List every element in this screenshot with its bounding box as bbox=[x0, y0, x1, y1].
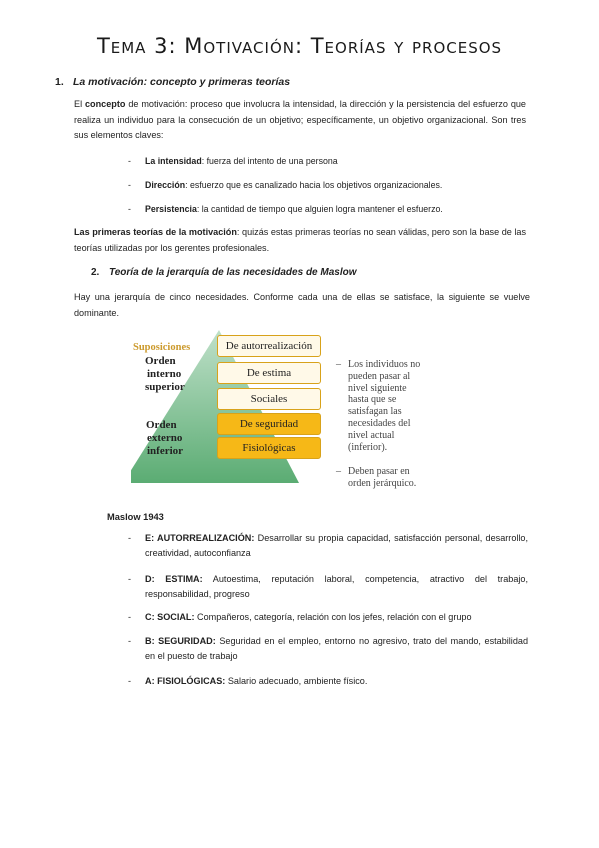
need-social bbox=[128, 610, 528, 625]
concept-paragraph bbox=[74, 97, 526, 144]
page-title: Tema 3: Motivación: Teorías y procesos bbox=[96, 34, 503, 58]
bullet-dash: - bbox=[128, 180, 131, 190]
need-term: B: SEGURIDAD: bbox=[145, 636, 216, 646]
orden-inferior-line: Orden bbox=[146, 419, 177, 431]
need-term: A: FISIOLÓGICAS: bbox=[145, 676, 226, 686]
section-1-title: La motivación: concepto y primeras teorías bbox=[73, 76, 291, 88]
maslow-intro: Hay una jerarquía de cinco necesidades. Conforme cada una de ellas se satisface, la siguiente se vuelve dominante. bbox=[74, 292, 530, 318]
note-line: Deben pasar en bbox=[348, 466, 410, 477]
note-line: nivel siguiente bbox=[348, 382, 407, 394]
orden-inferior-line: inferior bbox=[147, 445, 184, 457]
orden-superior-label bbox=[145, 355, 185, 394]
need-fisiologicas bbox=[128, 674, 528, 689]
section-1-heading bbox=[55, 76, 290, 88]
note-line: Los individuos no bbox=[348, 359, 421, 370]
concept-pre: El bbox=[74, 99, 85, 109]
need-autorrealizacion bbox=[128, 531, 528, 562]
orden-superior-line: interno bbox=[147, 368, 182, 380]
list-dash: - bbox=[128, 533, 132, 543]
need-seguridad bbox=[128, 634, 528, 665]
bullet-text: : la cantidad de tiempo que alguien logra mantener el esfuerzo. bbox=[196, 204, 443, 214]
need-term: E: AUTORREALIZACIÓN: bbox=[145, 533, 255, 543]
need-text: Salario adecuado, ambiente físico. bbox=[225, 676, 368, 686]
need-text: Autoestima, reputación laboral, competencia, atractivo del trabajo, responsabilidad, progreso bbox=[145, 574, 528, 600]
list-dash: - bbox=[128, 574, 132, 584]
list-dash: - bbox=[128, 636, 132, 646]
orden-superior-line: superior bbox=[145, 381, 185, 393]
level-seguridad: De seguridad bbox=[217, 413, 321, 435]
section-2-number: 2. bbox=[91, 267, 100, 278]
note-line: (inferior). bbox=[348, 441, 388, 453]
bullet-intensidad bbox=[128, 156, 338, 166]
bullet-text: : esfuerzo que es canalizado hacia los objetivos organizacionales. bbox=[185, 180, 443, 190]
need-text: Desarrollar su propia capacidad, satisfacción personal, desarrollo, creatividad, autoconfianza bbox=[145, 533, 529, 559]
need-text: Compañeros, categoría, relación con los jefes, relación con el grupo bbox=[194, 612, 472, 622]
bullet-dash: - bbox=[128, 204, 131, 214]
orden-superior-line: Orden bbox=[145, 355, 176, 367]
concept-bold: concepto bbox=[85, 99, 126, 109]
note-individuos bbox=[336, 359, 420, 453]
note-line: pueden pasar al bbox=[348, 370, 411, 382]
bullet-persistencia bbox=[128, 204, 443, 214]
note-line: nivel actual bbox=[348, 429, 395, 441]
first-theories-bold: Las primeras teorías de la motivación bbox=[74, 227, 237, 237]
section-1-number: 1. bbox=[55, 76, 64, 88]
note-dash: – bbox=[336, 466, 341, 477]
bullet-term: La intensidad bbox=[145, 156, 202, 166]
note-orden bbox=[336, 466, 416, 490]
bullet-dash: - bbox=[128, 156, 131, 166]
need-term: C: SOCIAL: bbox=[145, 612, 195, 622]
concept-rest: de motivación: proceso que involucra la intensidad, la dirección y la persistencia del esfuerzo que realiza un individuo para la consecución de un objetivo; específicamente, un objetivo organizacional. Son tres sus elementos claves: bbox=[74, 99, 526, 140]
level-autorrealizacion: De autorrealización bbox=[217, 335, 321, 357]
orden-inferior-line: externo bbox=[147, 432, 183, 444]
level-fisiologicas: Fisiológicas bbox=[217, 437, 321, 459]
need-text: Seguridad en el empleo, entorno no agresivo, trato del mando, estabilidad en el puesto de trabajo bbox=[145, 636, 529, 662]
note-line: necesidades del bbox=[348, 417, 411, 429]
first-theories-paragraph bbox=[74, 225, 526, 256]
note-line: hasta que se bbox=[348, 394, 397, 406]
bullet-direccion bbox=[128, 180, 442, 190]
bullet-text: : fuerza del intento de una persona bbox=[201, 156, 338, 166]
maslow-year-label: Maslow 1943 bbox=[107, 512, 164, 522]
bullet-term: Dirección bbox=[145, 180, 186, 190]
maslow-pyramid-figure bbox=[131, 330, 446, 493]
need-estima bbox=[128, 572, 528, 603]
note-line: orden jerárquico. bbox=[348, 477, 417, 489]
section-2-heading bbox=[91, 267, 357, 278]
suposiciones-label: Suposiciones bbox=[133, 342, 191, 353]
first-theories-rest: : quizás estas primeras teorías no sean válidas, pero son la base de las teorías utilizadas por los gerentes profesionales. bbox=[74, 227, 526, 253]
note-dash: – bbox=[336, 359, 341, 370]
list-dash: - bbox=[128, 612, 132, 622]
note-line: satisfagan las bbox=[348, 406, 402, 418]
list-dash: - bbox=[128, 676, 132, 686]
orden-inferior-label bbox=[146, 419, 183, 458]
bullet-term: Persistencia bbox=[145, 204, 197, 214]
level-sociales: Sociales bbox=[217, 388, 321, 410]
section-2-title: Teoría de la jerarquía de las necesidades de Maslow bbox=[109, 267, 357, 278]
level-estima: De estima bbox=[217, 362, 321, 384]
need-term: D: ESTIMA: bbox=[145, 574, 203, 584]
